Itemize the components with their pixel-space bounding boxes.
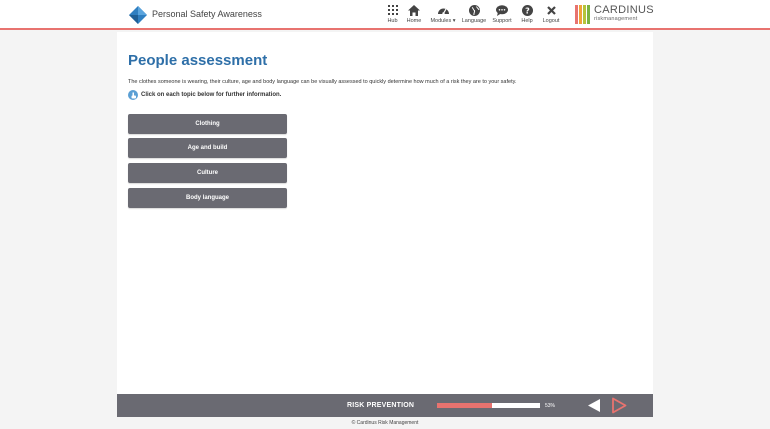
logo-name: CARDINUS	[594, 4, 654, 16]
app-header	[0, 0, 770, 30]
arrow-right-icon	[611, 397, 627, 414]
nav-hub[interactable]	[383, 4, 402, 24]
nav-home[interactable]	[402, 4, 426, 24]
help-icon	[520, 4, 534, 16]
topic-button-body-language[interactable]: Body language	[128, 188, 287, 208]
nav-label: Language	[461, 18, 487, 24]
brand-logo-icon	[129, 6, 145, 22]
progress-fill	[437, 403, 492, 408]
nav-label: Logout	[542, 18, 560, 24]
progress-bar	[437, 403, 540, 408]
nav-label: Modules ▾	[430, 18, 456, 24]
nav-help[interactable]	[516, 4, 538, 24]
chevron-down-icon: ▾	[452, 18, 456, 24]
arrow-left-icon	[587, 398, 601, 413]
chat-icon	[495, 4, 509, 16]
progress-percent: 53%	[545, 403, 556, 409]
close-icon	[544, 4, 558, 16]
nav-label: Hub	[387, 18, 398, 24]
topic-button-culture[interactable]: Culture	[128, 163, 287, 183]
pointer-hand-icon	[128, 90, 138, 100]
nav-label: Support	[492, 18, 512, 24]
page-title: People assessment	[128, 52, 268, 69]
nav-label: Home	[406, 18, 422, 24]
svg-text:?: ?	[524, 5, 530, 15]
topic-button-age-and-build[interactable]: Age and build	[128, 138, 287, 158]
nav-modules[interactable]	[426, 4, 460, 24]
top-nav	[383, 4, 564, 24]
previous-button[interactable]	[587, 398, 601, 413]
hint-text: Click on each topic below for further information.	[141, 92, 282, 98]
globe-icon	[467, 4, 481, 16]
nav-label: Help	[521, 18, 533, 24]
topic-button-clothing[interactable]: Clothing	[128, 114, 287, 134]
logo-bars	[575, 5, 591, 24]
footer-bar	[117, 394, 653, 417]
copyright: © Cardinus Risk Management	[351, 420, 419, 426]
intro-text: The clothes someone is wearing, their culture, age and body language can be visually assessed to quickly determine how much of a risk they are to your safety.	[128, 79, 517, 85]
next-button[interactable]	[611, 397, 627, 414]
logo-tagline: riskmanagement	[594, 16, 638, 22]
cardinus-logo	[575, 5, 654, 24]
brand	[129, 6, 262, 22]
nav-support[interactable]	[488, 4, 516, 24]
grid-icon	[386, 4, 400, 16]
section-label: RISK PREVENTION	[347, 402, 415, 409]
nav-logout[interactable]	[538, 4, 564, 24]
nav-language[interactable]	[460, 4, 488, 24]
hint	[128, 90, 281, 100]
app-title: Personal Safety Awareness	[152, 9, 262, 19]
home-icon	[407, 4, 421, 16]
dashboard-icon	[436, 4, 450, 16]
content-panel	[117, 32, 653, 394]
